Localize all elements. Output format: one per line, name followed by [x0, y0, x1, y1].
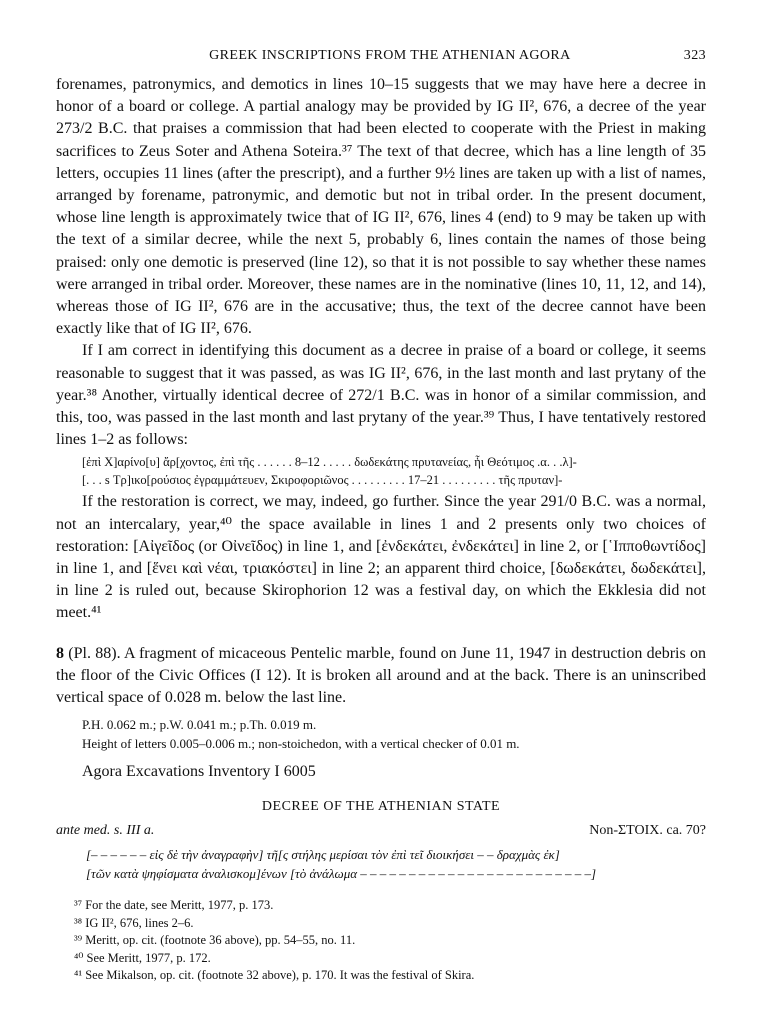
footnotes — [56, 897, 706, 985]
restoration-line-1: [ἐπὶ Χ]αρίνο[υ] ἄρ[χοντος, ἐπὶ τῆς . . . . . . 8–12 . . . . . δωδεκάτης πρυτανείας, ἧι Θεότιμος .α. . .λ]- — [82, 455, 577, 470]
restoration-line-2: [. . . s Τρ]ικο[ρούσιος ἐγραμμάτευεν, Σκιροφοριῶνος . . . . . . . . . 17–21 . . . . . . . . . τῆς πρυταν]- — [82, 473, 563, 488]
page-number: 323 — [683, 48, 706, 63]
decree-date: ante med. s. III a. — [56, 823, 155, 839]
paragraph-1: forenames, patronymics, and demotics in lines 10–15 suggests that we may have here a decree in honor of a board or college. A partial analogy may be provided by IG II², 676, a decree of the year 273/2 B.C. that praises a commission that had been elected to cooperate with the Priest in making sacrifices to Zeus Soter and Athena Soteira.³⁷ The text of that decree, which has a line length of 35 letters, occupies 11 lines (after the prescript), and a further 9½ lines are taken up with a list of names, arranged by forename, patronymic, and demotic but not in tribal order. In the present document, whose line length is approximately twice that of IG II², 676, lines 4 (end) to 9 may be taken up with the text of a similar decree, while the next 5, probably 6, lines contain the names of those being praised: only one demotic is preserved (line 12), so that it is not possible to say whether these names were arranged in tribal order. Moreover, these names are in the nominative (lines 10, 11, 12, and 14), whereas those of IG II², 676 are in the accusative; thus, the text of the decree cannot have been exactly like that of IG II², 676. — [56, 76, 706, 338]
paragraph-2: If I am correct in identifying this document as a decree in praise of a board or college, it seems reasonable to suggest that it was passed, as was IG II², 676, in the last month and last prytany of the year.³⁸ Another, virtually identical decree of 272/1 B.C. was in honor of a similar commission, and this, too, was passed in the last month and last prytany of the year.³⁹ Thus, I have tentatively restored lines 1–2 as follows: — [56, 342, 706, 449]
footnote-40: ⁴⁰ See Meritt, 1977, p. 172. — [74, 950, 211, 965]
footnote-37: ³⁷ For the date, see Meritt, 1977, p. 173. — [74, 898, 274, 913]
decree-text — [56, 845, 706, 883]
entry-measurements — [56, 715, 706, 753]
footnote-38: ³⁸ IG II², 676, lines 2–6. — [74, 915, 194, 930]
page — [56, 48, 706, 985]
entry-8 — [56, 643, 706, 710]
restoration-block — [56, 453, 706, 489]
paragraph-3: If the restoration is correct, we may, indeed, go further. Since the year 291/0 B.C. was a normal, not an intercalary, year,⁴⁰ the space available in lines 1 and 2 presents only two choices of restoration: [Αἰγεῖδος (or Οἰνεῖδος) in line 1, and [ἐνδεκάτει, ἐνδεκάτει] in line 2, or [῾Ιπποθωντίδος] in line 1, and [ἕνει καὶ νέαι, τριακόστει] in line 2; an apparent third choice, [δωδεκάτει, δωδεκάτει], in line 2 is ruled out, because Skirophorion 12 was a festival day, on which the Ekklesia did not meet.⁴¹ — [56, 493, 706, 622]
decree-title: DECREE OF THE ATHENIAN STATE — [261, 799, 501, 815]
entry-description: (Pl. 88). A fragment of micaceous Pentelic marble, found on June 11, 1947 in destruction debris on the floor of the Civic Offices (I 12). It is broken all around and at the back. There is an uninscribed vertical space of 0.028 m. below the last line. — [56, 644, 706, 707]
decree-style: Non-ΣΤΟΙΧ. ca. 70? — [589, 823, 706, 839]
footnote-41: ⁴¹ See Mikalson, op. cit. (footnote 32 above), p. 170. It was the festival of Skira. — [74, 968, 475, 983]
decree-line-2: [τῶν κατὰ ψηφίσματα ἀναλισκομ]ένων [τὸ ἀνάλωμα – – – – – – – – – – – – – – – – – – – – – – – –] — [86, 866, 597, 882]
footnote-39: ³⁹ Meritt, op. cit. (footnote 36 above), pp. 54–55, no. 11. — [74, 933, 356, 948]
dimensions: P.H. 0.062 m.; p.W. 0.041 m.; p.Th. 0.019 m. — [82, 717, 317, 733]
entry-number: 8 — [56, 644, 64, 662]
inventory-number: Agora Excavations Inventory I 6005 — [82, 763, 316, 781]
decree-meta — [56, 823, 706, 839]
running-title: GREEK INSCRIPTIONS FROM THE ATHENIAN AGORA — [209, 48, 571, 63]
letter-height: Height of letters 0.005–0.006 m.; non-stoichedon, with a vertical checker of 0.01 m. — [82, 736, 520, 752]
decree-line-1: [– – – – – – εἰς δὲ τὴν ἀναγραφὴν] τῆ[ς στήλης μερίσαι τὸν ἐπὶ τεῖ διοικήσει – – δραχμὰς ἐκ] — [86, 847, 560, 863]
running-header — [56, 48, 706, 74]
